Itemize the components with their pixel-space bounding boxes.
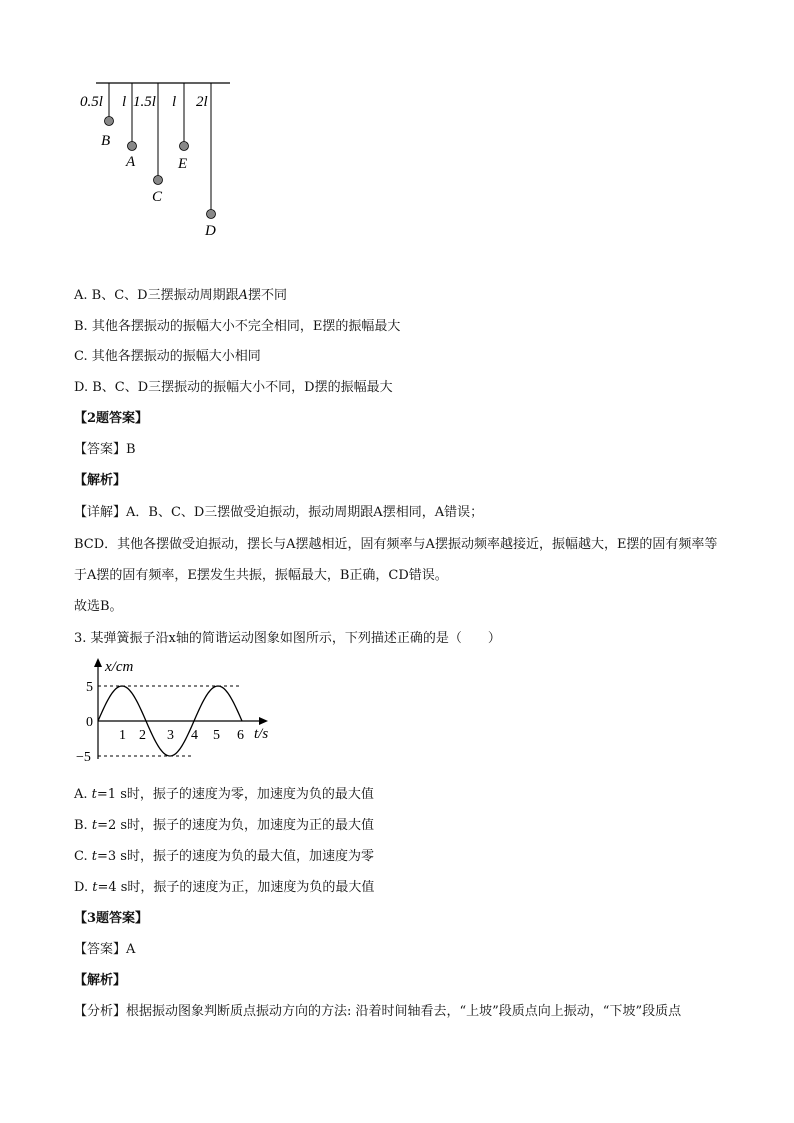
x-axis-label: t/s — [254, 726, 269, 742]
q2-option-d-letter: D. — [74, 380, 89, 395]
q2-analysis-header: 【解析】 — [74, 473, 127, 488]
x-tick-6: 6 — [237, 728, 244, 743]
x-axis-arrow — [259, 717, 268, 725]
q3-option-b-letter: B. — [74, 818, 88, 833]
q2-option-b — [74, 318, 400, 336]
bob-b — [105, 117, 114, 126]
x-tick-2: 2 — [139, 728, 146, 743]
q3-stem: 3. 某弹簧振子沿x轴的简谐运动图象如图所示，下列描述正确的是（ ） — [74, 631, 501, 646]
q3-option-b-rest: =2 s时，振子的速度为负，加速度为正的最大值 — [97, 818, 375, 833]
q3-option-d — [74, 879, 374, 897]
q3-option-c-letter: C. — [74, 849, 88, 864]
q2-option-b-text: 其他各摆振动的振幅大小不完全相同，E摆的振幅最大 — [91, 319, 401, 334]
bob-d — [207, 210, 216, 219]
q2-option-a-ital: A — [238, 288, 248, 303]
bob-c — [154, 176, 163, 185]
q2-choice: 故选B。 — [74, 599, 123, 614]
q3-option-d-letter: D. — [74, 880, 89, 895]
q2-detail: 【详解】A．B、C、D三摆做受迫振动，振动周期跟A摆相同，A错误； — [74, 505, 484, 520]
q3-option-d-t: t — [92, 880, 98, 895]
x-tick-5: 5 — [213, 728, 220, 743]
bob-label-e: E — [178, 156, 188, 172]
q2-option-b-letter: B. — [74, 319, 88, 334]
y-axis-arrow — [94, 658, 102, 667]
q3-option-a-t: t — [91, 787, 97, 802]
x-tick-3: 3 — [167, 728, 174, 743]
q3-option-c — [74, 848, 374, 866]
q3-option-c-rest: =3 s时，振子的速度为负的最大值，加速度为零 — [97, 849, 374, 864]
q2-option-a-post: 摆不同 — [248, 288, 288, 303]
q2-answer: 【答案】B — [74, 442, 136, 457]
q3-answer-header: 【3题答案】 — [74, 911, 149, 926]
q3-analysis-header: 【解析】 — [74, 973, 127, 988]
y-axis-label: x/cm — [105, 659, 134, 675]
q3-answer: 【答案】A — [74, 942, 136, 957]
bob-e — [180, 142, 189, 151]
length-label-a: l — [122, 94, 127, 110]
x-tick-4: 4 — [191, 728, 198, 743]
q2-option-a-letter: A. — [74, 288, 88, 303]
q3-analysis: 【分析】根据振动图象判断质点振动方向的方法: 沿着时间轴看去，“上坡”段质点向上振动，“下坡”段质点 — [74, 1004, 682, 1019]
q3-vibration-graph — [74, 655, 284, 770]
x-tick-1: 1 — [119, 728, 126, 743]
length-label-d: 2l — [196, 94, 208, 110]
y-tick-neg5: −5 — [76, 750, 91, 765]
bob-label-d: D — [205, 223, 216, 239]
length-label-e: l — [172, 94, 177, 110]
bob-label-a: A — [126, 154, 136, 170]
length-label-b: 0.5l — [80, 94, 103, 110]
y-tick-0: 0 — [86, 715, 93, 730]
q2-answer-header: 【2题答案】 — [74, 411, 149, 426]
bob-label-b: B — [101, 133, 111, 149]
q3-option-a-letter: A. — [74, 787, 88, 802]
q2-option-a — [74, 287, 287, 305]
q2-option-c — [74, 348, 261, 366]
y-tick-5: 5 — [86, 680, 93, 695]
q3-option-c-t: t — [91, 849, 97, 864]
pendulum-figure — [74, 74, 274, 244]
q3-option-d-rest: =4 s时，振子的速度为正，加速度为负的最大值 — [97, 880, 375, 895]
length-label-c: 1.5l — [133, 94, 156, 110]
q2-option-d — [74, 379, 393, 397]
q3-option-b-t: t — [91, 818, 98, 833]
q2-option-a-pre: B、C、D三摆振动周期跟 — [91, 288, 239, 303]
q2-option-c-letter: C. — [74, 349, 88, 364]
bob-label-c: C — [152, 189, 163, 205]
bob-a — [128, 142, 137, 151]
q2-option-c-text: 其他各摆振动的振幅大小相同 — [91, 349, 261, 364]
q2-option-d-text: B、C、D三摆振动的振幅大小不同，D摆的振幅最大 — [92, 380, 393, 395]
q3-option-a — [74, 786, 374, 804]
q3-option-a-rest: =1 s时，振子的速度为零，加速度为负的最大值 — [96, 787, 374, 802]
q2-bcd-explanation: BCD．其他各摆做受迫振动，摆长与A摆越相近，固有频率与A摆振动频率越接近，振幅越大，E摆的固有频率等于A摆的固有频率，E摆发生共振，振幅最大，B正确，CD错误。 — [74, 537, 718, 583]
q3-option-b — [74, 817, 374, 835]
